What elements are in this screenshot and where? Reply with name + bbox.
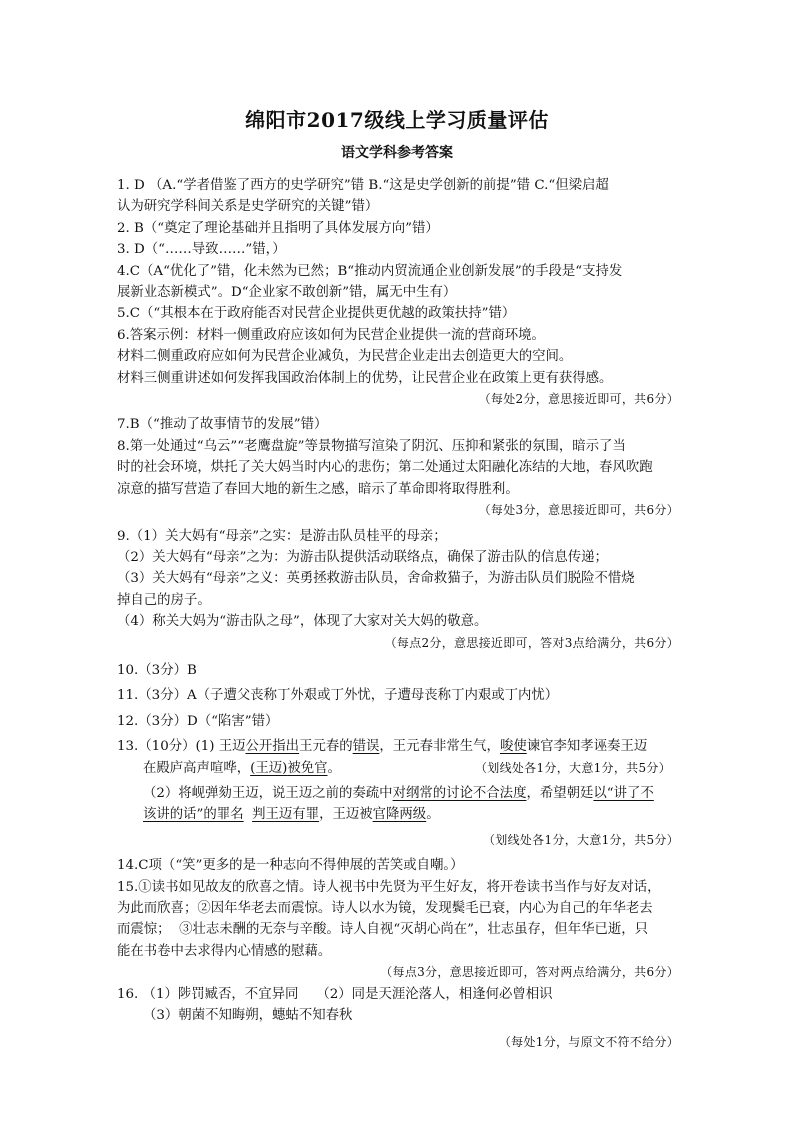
scoring-note-q8: （每处3分，意思接近即可，共6分） bbox=[478, 503, 679, 518]
answer-q3: 3. D（“……导致……”错，） bbox=[117, 242, 286, 258]
q13-text: ，希望朝廷 bbox=[526, 785, 594, 801]
scoring-note-q16: （每处1分，与原文不符不给分） bbox=[498, 1035, 679, 1050]
answer-q2: 2. B（“奠定了理论基础并且指明了具体发展方向”错） bbox=[117, 220, 439, 236]
q13-text: 。 bbox=[426, 807, 440, 823]
answer-q6-line2: 材料二侧重政府应如何为民营企业减负，为民营企业走出去创造更大的空间。 bbox=[117, 349, 573, 365]
q13-text: 在殿庐高声喧哗， bbox=[143, 760, 251, 776]
q13-text: 谏官李知孝诬奏王迈 bbox=[526, 739, 648, 755]
q13-text: ，王元春非常生气， bbox=[379, 739, 500, 755]
q13-underlined: 官降两级 bbox=[372, 807, 427, 823]
q16-part2: （2）同是天涯沦落人，相逢何必曾相识 bbox=[316, 986, 553, 1002]
scoring-note-q13-part2: （划线处各1分，大意1分，共5分） bbox=[482, 832, 679, 847]
answer-q1-line2: 认为研究学科间关系是史学研究的关键”错） bbox=[117, 199, 379, 215]
scoring-note-q15: （每点3分，意思接近即可，答对两点给满分，共6分） bbox=[380, 965, 679, 980]
answer-q6-line3: 材料三侧重讲述如何发挥我国政治体制上的优势，让民营企业在政策上更有获得感。 bbox=[117, 370, 613, 386]
answer-q5: 5.C（“其根本在于政府能否对民营企业提供更优越的政策扶持”错） bbox=[117, 306, 516, 322]
answer-q13-line2 bbox=[117, 758, 679, 779]
q13-line2-text bbox=[143, 758, 341, 779]
answer-q12: 12.（3分）D（“陷害”错） bbox=[117, 713, 279, 729]
answer-q8-line2: 时的社会环境，烘托了关大妈当时内心的悲伤；第二处通过太阳融化冻结的大地，春风吹跑 bbox=[117, 460, 653, 476]
answer-q8-line3: 凉意的描写营造了春回大地的新生之感，暗示了革命即将取得胜利。 bbox=[117, 481, 519, 497]
q13-text: （2）将岘弹劾王迈，说王迈之前的奏疏中 bbox=[143, 785, 393, 801]
q13-underlined: 该讲的话”的罪名 bbox=[143, 807, 244, 823]
q13-text: ，王迈被 bbox=[319, 807, 373, 823]
answer-q9-line3: （3）关大妈有“母亲”之义：英勇拯救游击队员，舍命救猫子，为游击队员们脱险不惜烧 bbox=[117, 571, 635, 587]
q13-text: 。 bbox=[327, 760, 341, 776]
answer-q16-line2: （3）朝菌不知晦朔，蟪蛄不知春秋 bbox=[143, 1008, 353, 1024]
page-subtitle: 语文学科参考答案 bbox=[341, 145, 453, 161]
answer-q10: 10.（3分）B bbox=[117, 662, 197, 678]
q13-underlined: 对纲常的讨论不合法度 bbox=[392, 785, 527, 801]
answer-q11: 11.（3分）A（子遭父丧称丁外艰或丁外忧，子遭母丧称丁内艰或丁内忧） bbox=[117, 688, 559, 704]
q13-underlined: 错误 bbox=[352, 739, 380, 755]
answer-q9-line4: 掉自己的房子。 bbox=[117, 592, 211, 608]
answer-q13-line4 bbox=[117, 804, 679, 825]
q13-text: 王元春的 bbox=[299, 739, 353, 755]
answer-q15-line1: 15.①读书如见故友的欣喜之情。诗人视书中先贤为平生好友，将开卷读书当作与好友对话， bbox=[117, 879, 661, 895]
page-title: 绵阳市2017级线上学习质量评估 bbox=[245, 108, 549, 132]
answer-q7: 7.B（“推动了故事情节的发展”错） bbox=[117, 417, 328, 433]
answer-q9-line5: （4）称关大妈为“游击队之母”，体现了大家对关大妈的敬意。 bbox=[117, 614, 488, 630]
answer-q15-line4: 能在书卷中去求得内心情感的慰藉。 bbox=[117, 943, 332, 959]
answer-q15-line2: 为此而欣喜；②因年华老去而震惊。诗人以水为镜，发现鬓毛已衰，内心为自己的年华老去 bbox=[117, 901, 653, 916]
scoring-note-q9: （每点2分，意思接近即可，答对3点给满分，共6分） bbox=[384, 635, 679, 650]
answer-q1-line1: 1. D （A.“学者借鉴了西方的史学研究”错 B.“这是史学创新的前提”错 C.“但梁启超 bbox=[117, 178, 609, 193]
answer-content bbox=[117, 175, 679, 1054]
answer-q8-line1: 8.第一处通过“乌云”“老鹰盘旋”等景物描写渲染了阴沉、压抑和紧张的氛围，暗示了当 bbox=[117, 438, 626, 454]
q16-part1: 16. （1）陟罚臧否，不宜异同 bbox=[117, 986, 299, 1002]
answer-q4-line1: 4.C（A“优化了”错，化未然为已然；B“推动内贸流通企业创新发展”的手段是“支持发 bbox=[117, 263, 623, 279]
answer-q6-line1: 6.答案示例：材料一侧重政府应该如何为民营企业提供一流的营商环境。 bbox=[117, 327, 545, 343]
q13-underlined: 判王迈有罪 bbox=[252, 807, 320, 823]
q13-underlined: 公开指出 bbox=[245, 739, 300, 755]
answer-q9-line1: 9.（1）关大妈有“母亲”之实：是游击队员桂平的母亲； bbox=[117, 528, 447, 544]
answer-q16-line1 bbox=[117, 984, 679, 1005]
answer-q4-line2: 展新业态新模式”。D“企业家不敢创新”错，属无中生有） bbox=[117, 285, 457, 301]
scoring-note-q13-part1: （划线处各1分，大意1分，共5分） bbox=[474, 760, 671, 775]
answer-q15-line3: 而震惊； ③壮志未酬的无奈与辛酸。诗人自视“灭胡心尚在”，壮志虽存，但年华已逝，只 bbox=[117, 922, 649, 938]
q13-underlined: 唆使 bbox=[499, 739, 527, 755]
answer-q14: 14.C项（“笑”更多的是一种志向不得伸展的苦笑或自嘲。） bbox=[117, 858, 464, 874]
scoring-note-q6: （每处2分，意思接近即可，共6分） bbox=[478, 392, 679, 407]
q13-text: 13.（10分）(1) 王迈 bbox=[117, 739, 246, 755]
q13-underlined: 以“讲了不 bbox=[593, 785, 654, 801]
answer-q13-line3 bbox=[117, 783, 679, 804]
answer-q9-line2: （2）关大妈有“母亲”之为：为游击队提供活动联络点，确保了游击队的信息传递； bbox=[117, 549, 608, 565]
q13-underlined: 被免官 bbox=[287, 760, 328, 776]
answer-q13-line1 bbox=[117, 736, 679, 757]
q13-underlined: (王迈) bbox=[250, 760, 288, 776]
